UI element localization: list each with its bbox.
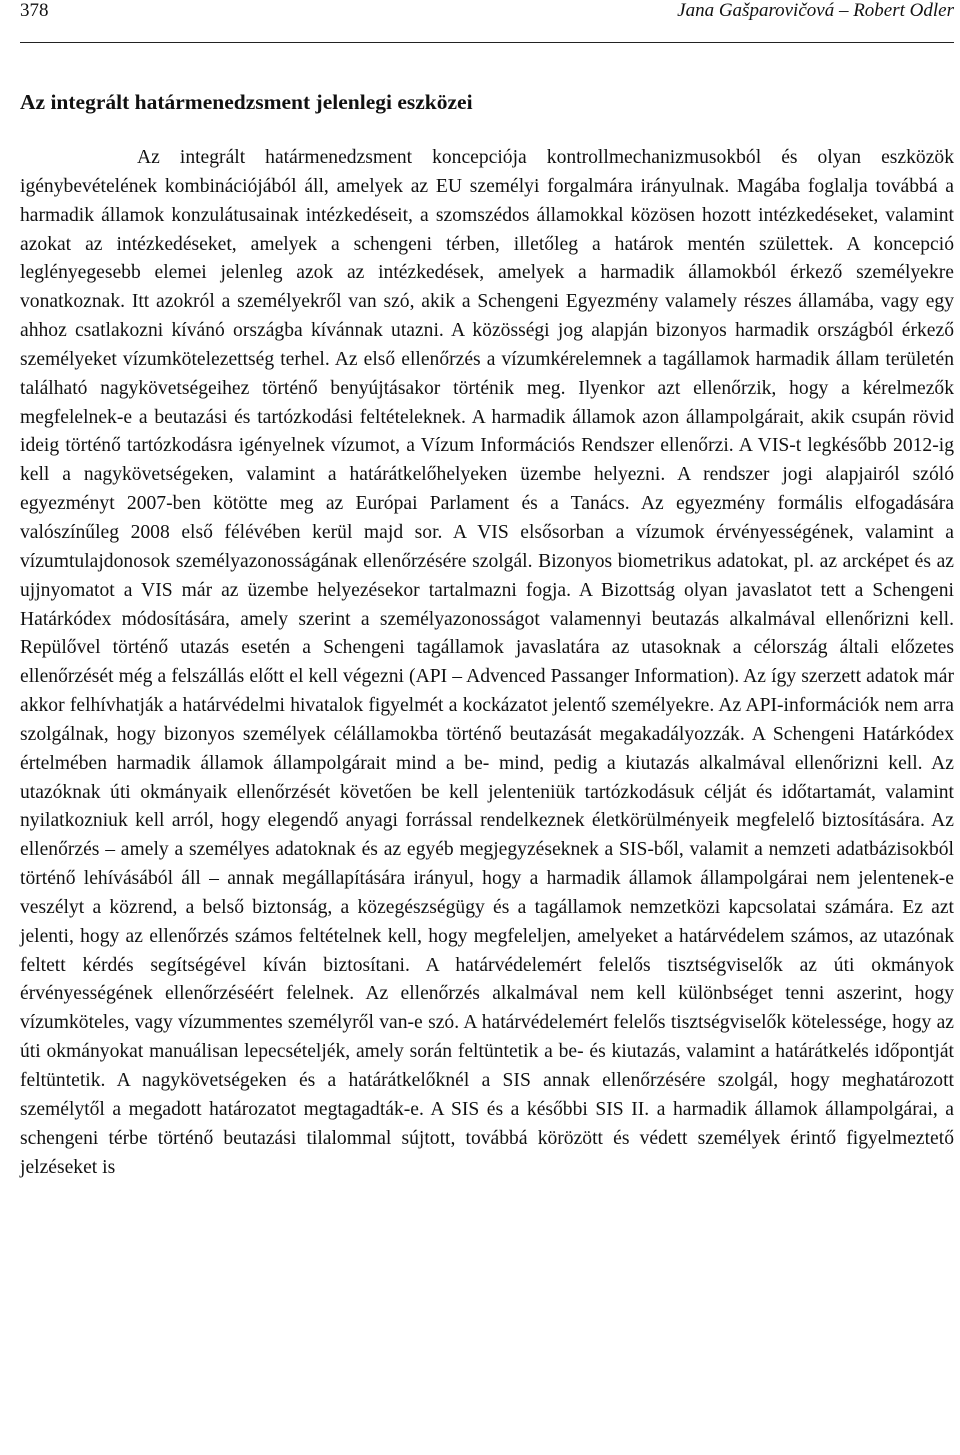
running-title-authors: Jana Gašparovičová – Robert Odler <box>677 0 954 21</box>
page-number: 378 <box>20 0 49 21</box>
running-header <box>20 0 954 26</box>
body-paragraph: Az integrált határmenedzsment koncepciója kontrollmechanizmusokból és olyan eszközök igénybevételének kombinációjából áll, amelyek az EU személyi forgalmára irányulnak. Magába foglalja továbbá a harmadik államok konzulátusainak intézkedéseit, a szomszédos államokkal közösen hozott intézkedéseket, valamint azokat az intézkedéseket, amelyek a schengeni térben, illetőleg a határok mentén születtek. A koncepció leglényegesebb elemei jelenleg azok az intézkedések, amelyek a harmadik államokból érkező személyekre vonatkoznak. Itt azokról a személyekről van szó, akik a Schengeni Egyezmény valamely részes államába, vagy egy ahhoz csatlakozni kívánó országba kívánnak utazni. A közösségi jog alapján bizonyos harmadik országból érkező személyeket vízumkötelezettség terhel. Az első ellenőrzés a vízumkérelemnek a tagállamok harmadik állam területén található nagykövetségeihez történő benyújtásakor történik meg. Ilyenkor azt ellenőrzik, hogy a kérelmezők megfelelnek-e a beutazási és tartózkodási feltételeknek. A harmadik államok azon állampolgárait, akik csupán rövid ideig történő tartózkodásra igényelnek vízumot, a Vízum Információs Rendszer ellenőrzi. A VIS-t legkésőbb 2012-ig kell a nagykövetségeken, valamint a határátkelőhelyeken üzembe helyezni. A rendszer jogi alapjairól szóló egyezményt 2007-ben kötötte meg az Európai Parlament és a Tanács. Az egyezmény formális elfogadására valószínűleg 2008 első félévében kerül majd sor. A VIS elsősorban a vízumok érvényességének, valamint a vízumtulajdonosok személyazonosságának ellenőrzésére szolgál. Bizonyos biometrikus adatokat, pl. az arcképet és az ujjnyomatot a VIS már az üzembe helyezésekor tartalmazni fogja. A Bizottság olyan javaslatot tett a Schengeni Határkódex módosítására, amely szerint a személyazonosságot valamennyi beutazás alkalmával ellenőrizni kell. Repülővel történő utazás esetén a Schengeni tagállamok javaslatára az utasoknak a célország általi előzetes ellenőrzését még a felszállás előtt el kell végezni (API – Advenced Passanger Information). Az így szerzett adatok már akkor felhívhatják a határvédelmi hivatalok figyelmét a kockázatot jelentő személyekre. Az API-információk nem arra szolgálnak, hogy bizonyos személyek célállamokba történő beutazását megakadályozzák. A Schengeni Határkódex értelmében harmadik államok állampolgárait mind a be- mind, pedig a kiutazás alkalmával ellenőrizni kell. Az utazóknak úti okmányaik ellenőrzését követően be kell jelenteniük tartózkodásuk célját és időtartamát, valamint nyilatkozniuk kell arról, hogy elegendő anyagi forrással rendelkeznek életkörülményeik megfelelő biztosítására. Az ellenőrzés – amely a személyes adatoknak és az egyéb megjegyzéseknek a SIS-ből, valamit a nemzeti adatbázisokból történő lehívásából áll – annak megállapítására irányul, hogy a harmadik államok állampolgárai nem jelentenek-e veszélyt a közrend, a belső biztonság, a közegészségügy és a tagállamok nemzetközi kapcsolatai számára. Ez azt jelenti, hogy az ellenőrzés számos feltételnek kell, hogy megfeleljen, amelyeket a határvédelem számos, az utazónak feltett kérdés segítségével kíván biztosítani. A határvédelemért felelős tisztségviselők az úti okmányok érvényességének ellenőrzéséért felelnek. Az ellenőrzés alkalmával nem kell különbséget tenni aszerint, hogy vízumköteles, vagy vízummentes személyről van-e szó. A határvédelemért felelős tisztségviselők kötelessége, hogy az úti okmányokat manuálisan lepecsételjék, amely során feltüntetik a be- és kiutazás, valamint a határátkelés időpontját feltüntetik. A nagykövetségeken és a határátkelőknél a SIS annak ellenőrzésére szolgál, hogy meghatározott személytől a megadott határozatot megtagadták-e. A SIS és a későbbi SIS II. a harmadik államok állampolgárai, a schengeni térbe történő beutazási tilalommal sújtott, továbbá körözött és védett személyek érintő figyelmeztető jelzéseket is <box>20 147 954 1178</box>
section-heading: Az integrált határmenedzsment jelenlegi eszközei <box>20 90 473 114</box>
header-divider <box>20 42 954 43</box>
document-page <box>20 0 954 1455</box>
